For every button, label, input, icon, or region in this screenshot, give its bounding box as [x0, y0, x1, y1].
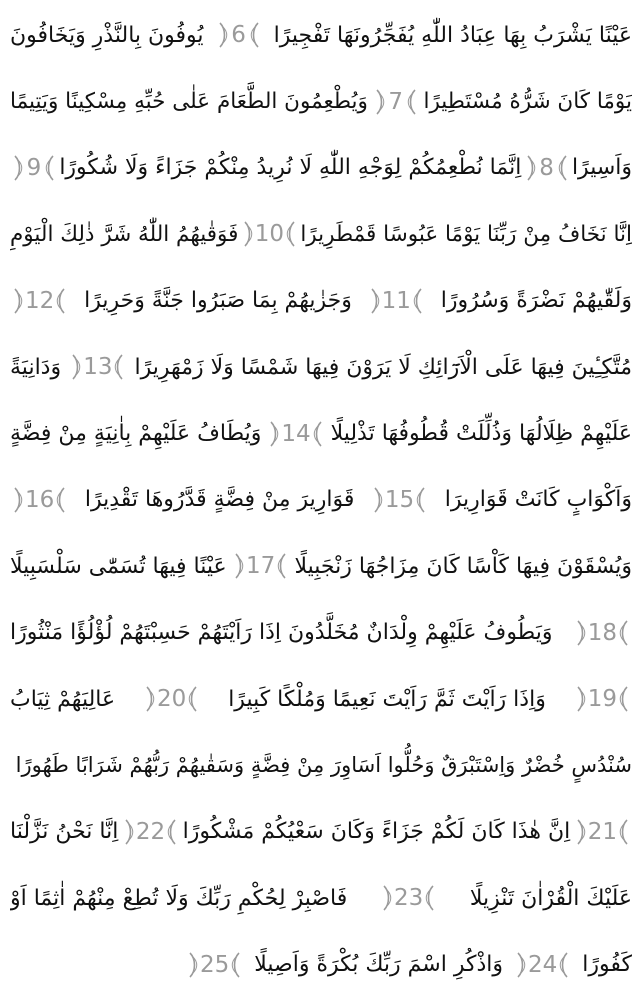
bracket-ornament-icon	[113, 353, 125, 381]
verse-number: 8	[539, 154, 554, 181]
verse-text: وَاَكْوَابٍ كَانَتْ قَوَارِيرَا	[444, 487, 632, 513]
verse-text: سُنْدُسٍ خُضْرٌ وَاِسْتَبْرَقٌ وَحُلُّوا اَسَاوِرَ مِنْ فِضَّةٍ وَسَقٰيهُمْ رَبُّهُمْ شَرَابًا طَهُورًا	[15, 753, 632, 778]
bracket-ornament-icon	[268, 420, 280, 448]
verse-line-13	[10, 799, 632, 865]
bracket-ornament-icon	[276, 552, 288, 580]
bracket-ornament-icon	[144, 685, 156, 713]
verse-line-2	[10, 68, 632, 134]
verse-line-11	[10, 666, 632, 732]
verse-number-marker	[187, 946, 242, 984]
verse-number-marker	[123, 813, 178, 851]
verse-number-marker	[268, 415, 323, 453]
bracket-ornament-icon	[415, 486, 427, 514]
bracket-ornament-icon	[166, 818, 178, 846]
verse-number: 14	[281, 420, 311, 447]
bracket-ornament-icon	[372, 486, 384, 514]
bracket-ornament-icon	[55, 486, 67, 514]
bracket-ornament-icon	[285, 220, 297, 248]
verse-number: 16	[25, 486, 55, 513]
verse-text: وَيُطَافُ عَلَيْهِمْ بِاٰنِيَةٍ مِنْ فِضَّةٍ	[10, 421, 262, 447]
verse-text: عَيْنًا يَشْرَبُ بِهَا عِبَادُ اللّٰهِ يُفَجِّرُونَهَا تَفْجِيرًا	[273, 22, 632, 48]
verse-number: 25	[200, 951, 230, 978]
verse-line-6	[10, 334, 632, 400]
verse-number-marker	[575, 813, 630, 851]
verse-text: عَالِيَهُمْ ثِيَابُ	[10, 686, 116, 712]
verse-text: وَدَانِيَةً	[10, 354, 62, 380]
bracket-ornament-icon	[618, 818, 630, 846]
verse-number: 21	[587, 818, 617, 845]
bracket-ornament-icon	[187, 685, 199, 713]
bracket-ornament-icon	[242, 220, 254, 248]
bracket-ornament-icon	[233, 552, 245, 580]
verse-text: وَجَزٰيهُمْ بِمَا صَبَرُوا جَنَّةً وَحَرِيرًا	[84, 288, 352, 314]
verse-line-10	[10, 600, 632, 666]
verse-number-marker	[70, 348, 125, 386]
verse-number: 17	[245, 553, 276, 580]
verse-text: وَلَقّٰيهُمْ نَضْرَةً وَسُرُورًا	[440, 288, 632, 314]
verse-number: 9	[26, 154, 42, 181]
verse-number: 10	[254, 221, 285, 248]
verse-number-marker	[233, 547, 288, 585]
bracket-ornament-icon	[12, 287, 24, 315]
verse-text: قَوَارِيرَ مِنْ فِضَّةٍ قَدَّرُوهَا تَقْدِيرًا	[84, 487, 355, 513]
verse-text: فَوَقٰيهُمُ اللّٰهُ شَرَّ ذٰلِكَ الْيَوْمِ	[10, 221, 239, 247]
verse-number: 24	[528, 951, 558, 978]
verse-number: 13	[83, 354, 113, 381]
verse-number: 23	[393, 885, 424, 912]
verse-line-15	[10, 931, 632, 997]
verse-line-3	[10, 135, 632, 201]
verse-line-4	[10, 201, 632, 267]
verse-number-marker	[374, 83, 418, 121]
verse-number: 18	[587, 619, 617, 646]
verse-number-marker	[217, 16, 261, 54]
bracket-ornament-icon	[406, 88, 418, 116]
verse-number: 15	[384, 486, 415, 513]
verse-number: 6	[231, 22, 246, 49]
bracket-ornament-icon	[525, 154, 537, 182]
verse-text: يَوْمًا كَانَ شَرُّهُ مُسْتَطِيرًا	[423, 89, 632, 115]
verse-number: 19	[587, 686, 617, 713]
bracket-ornament-icon	[557, 154, 569, 182]
verse-number-marker	[575, 614, 630, 652]
bracket-ornament-icon	[123, 818, 135, 846]
verse-line-1	[10, 2, 632, 68]
verse-number-marker	[369, 282, 424, 320]
verse-number-marker	[242, 215, 297, 253]
bracket-ornament-icon	[369, 287, 381, 315]
verse-text: اِنَّمَا نُطْعِمُكُمْ لِوَجْهِ اللّٰهِ لَا نُرِيدُ مِنْكُمْ جَزَاءً وَلَا شُكُورًا	[59, 155, 522, 181]
verse-number: 12	[25, 287, 55, 314]
bracket-ornament-icon	[515, 951, 527, 979]
verse-text: عَلَيْهِمْ ظِلَالُهَا وَذُلِّلَتْ قُطُوفُهَا تَذْلِيلًا	[330, 421, 632, 447]
verse-text: وَاِذَا رَاَيْتَ ثَمَّ رَاَيْتَ نَعِيمًا وَمُلْكًا كَبِيرًا	[228, 686, 546, 712]
verse-text: فَاصْبِرْ لِحُكْمِ رَبِّكَ وَلَا تُطِعْ مِنْهُمْ اٰثِمًا اَوْ	[10, 885, 348, 911]
bracket-ornament-icon	[374, 88, 386, 116]
bracket-ornament-icon	[575, 619, 587, 647]
verse-text: اِنَّ هٰذَا كَانَ لَكُمْ جَزَاءً وَكَانَ سَعْيُكُمْ مَشْكُورًا	[182, 819, 571, 845]
verse-number-marker	[372, 481, 427, 519]
verse-line-9	[10, 533, 632, 599]
bracket-ornament-icon	[187, 951, 199, 979]
bracket-ornament-icon	[55, 287, 67, 315]
bracket-ornament-icon	[249, 21, 261, 49]
verse-number-marker	[575, 680, 630, 718]
verse-number: 7	[388, 88, 403, 115]
bracket-ornament-icon	[217, 21, 229, 49]
verse-line-7	[10, 400, 632, 466]
verse-number-marker	[144, 680, 199, 718]
verse-number: 11	[381, 287, 411, 314]
verse-text: اِنَّا نَخَافُ مِنْ رَبِّنَا يَوْمًا عَبُوسًا قَمْطَرِيرًا	[300, 221, 632, 247]
verse-text: وَيُطْعِمُونَ الطَّعَامَ عَلٰى حُبِّهِ مِسْكِينًا وَيَتِيمًا	[10, 89, 368, 115]
verse-number-marker	[12, 282, 67, 320]
verse-text: اِنَّا نَحْنُ نَزَّلْنَا	[10, 819, 119, 845]
bracket-ornament-icon	[12, 154, 24, 182]
verse-number-marker	[12, 149, 56, 187]
verse-text: عَلَيْكَ الْقُرْاٰنَ تَنْزِيلًا	[469, 885, 632, 911]
verse-line-5	[10, 268, 632, 334]
verse-text: كَفُورًا	[582, 952, 632, 978]
verse-text: يُوفُونَ بِالنَّذْرِ وَيَخَافُونَ	[10, 22, 204, 48]
verse-number-marker	[525, 149, 569, 187]
bracket-ornament-icon	[412, 287, 424, 315]
bracket-ornament-icon	[618, 685, 630, 713]
verse-text: وَاَسِيرًا	[571, 155, 632, 181]
bracket-ornament-icon	[575, 685, 587, 713]
bracket-ornament-icon	[558, 951, 570, 979]
bracket-ornament-icon	[230, 951, 242, 979]
verse-line-12	[10, 732, 632, 798]
bracket-ornament-icon	[424, 884, 436, 912]
verse-number-marker	[515, 946, 570, 984]
verse-number-marker	[12, 481, 67, 519]
verse-number: 22	[135, 818, 166, 845]
verse-text: وَيُسْقَوْنَ فِيهَا كَاْسًا كَانَ مِزَاجُهَا زَنْجَبِيلًا	[294, 553, 632, 579]
bracket-ornament-icon	[312, 420, 324, 448]
bracket-ornament-icon	[618, 619, 630, 647]
verse-text: عَيْنًا فِيهَا تُسَمّٰى سَلْسَبِيلًا	[10, 553, 227, 579]
verse-text: وَاذْكُرِ اسْمَ رَبِّكَ بُكْرَةً وَاَصِيلًا	[254, 952, 503, 978]
bracket-ornament-icon	[12, 486, 24, 514]
bracket-ornament-icon	[70, 353, 82, 381]
bracket-ornament-icon	[381, 884, 393, 912]
bracket-ornament-icon	[575, 818, 587, 846]
verse-number: 20	[157, 686, 187, 713]
verse-line-14	[10, 865, 632, 931]
verse-number-marker	[381, 879, 436, 917]
bracket-ornament-icon	[44, 154, 56, 182]
verse-text: مُتَّكِـِٔينَ فِيهَا عَلَى الْاَرَٓائِكِ لَا يَرَوْنَ فِيهَا شَمْسًا وَلَا زَمْهَرِيرًا	[134, 354, 632, 380]
verse-line-8	[10, 467, 632, 533]
verse-text: وَيَطُوفُ عَلَيْهِمْ وِلْدَانٌ مُخَلَّدُونَ اِذَا رَاَيْتَهُمْ حَسِبْتَهُمْ لُؤْلُؤًا مَنْثُورًا	[10, 620, 553, 646]
